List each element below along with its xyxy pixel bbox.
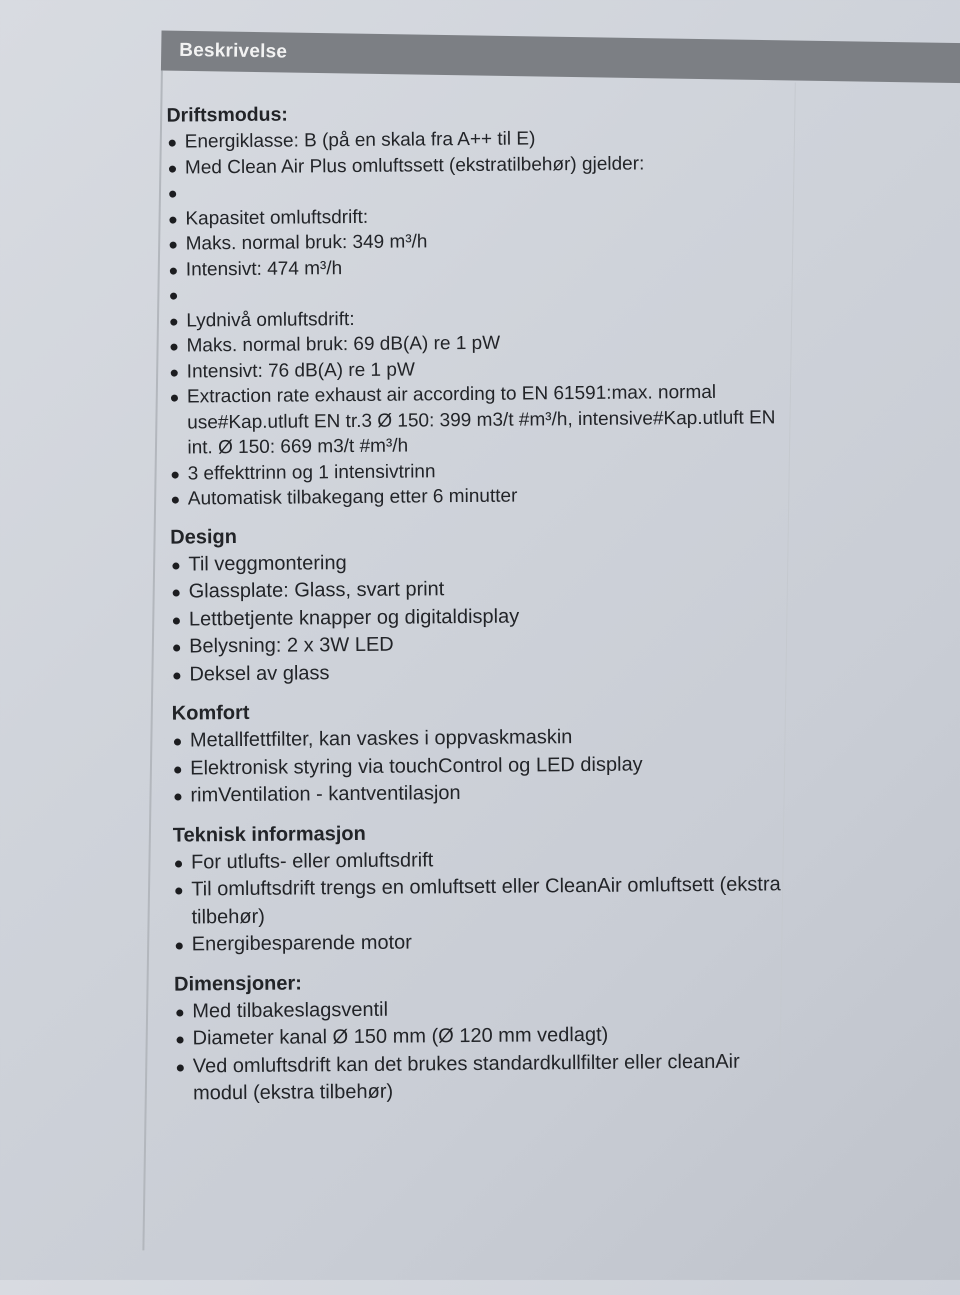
- list-item: Energiklasse: B (på en skala fra A++ til E): [167, 124, 787, 155]
- list-item: Med tilbakeslagsventil: [174, 993, 794, 1026]
- section-heading: Design: [170, 525, 237, 549]
- list-item: 3 effekttrinn og 1 intensivtrinn: [170, 456, 790, 487]
- list-item: Extraction rate exhaust air according to EN 61591:max. normal use#Kap.utluft EN tr.3 Ø 150: 399 m3/t #m³/h, intensive#Kap.utluft EN int. Ø 150: 669 m3/t #m³/h: [169, 379, 790, 461]
- list-item: rimVentilation - kantventilasjon: [172, 777, 792, 810]
- list-item: For utlufts- eller omluftsdrift: [173, 844, 793, 877]
- section-heading: Teknisk informasjon: [172, 822, 366, 847]
- list-item: Lydnivå omluftsdrift:: [168, 303, 788, 334]
- list-item: Lettbetjente knapper og digitaldisplay: [171, 601, 791, 634]
- section-driftsmodus: [166, 97, 790, 512]
- list-item: Intensivt: 76 dB(A) re 1 pW: [169, 354, 789, 385]
- bullet-list: [173, 844, 794, 959]
- list-item: Med Clean Air Plus omluftssett (ekstratilbehør) gjelder:: [167, 150, 787, 181]
- list-item: Maks. normal bruk: 349 m³/h: [168, 226, 788, 257]
- list-item: Ved omluftsdrift kan det brukes standardkullfilter eller cleanAir modul (ekstra tilbehør): [175, 1048, 795, 1108]
- bullet-list: [174, 993, 795, 1108]
- section-heading: Driftsmodus:: [166, 103, 288, 127]
- list-item: Energibesparende motor: [174, 926, 794, 959]
- section-header-bar: [161, 31, 960, 84]
- list-item: Glassplate: Glass, svart print: [171, 573, 791, 606]
- list-item: Metallfettfilter, kan vaskes i oppvaskmaskin: [172, 722, 792, 755]
- list-item: Deksel av glass: [171, 656, 791, 689]
- list-item: Intensivt: 474 m³/h: [168, 252, 788, 283]
- list-item: Automatisk tilbakegang etter 6 minutter: [170, 481, 790, 512]
- bullet-list: [172, 722, 793, 810]
- section-teknisk-informasjon: [173, 817, 794, 959]
- header-title: Beskrivelse: [179, 39, 288, 63]
- list-item: Elektronisk styring via touchControl og LED display: [172, 750, 792, 783]
- list-item: Til omluftsdrift trengs en omluftsett eller CleanAir omluftsett (ekstra tilbehør): [173, 871, 793, 931]
- section-design: [170, 519, 791, 689]
- bullet-list: [167, 124, 790, 512]
- list-item: Kapasitet omluftsdrift:: [167, 201, 787, 232]
- list-item: Til veggmontering: [170, 546, 790, 579]
- section-komfort: [172, 695, 793, 810]
- list-item: Maks. normal bruk: 69 dB(A) re 1 pW: [168, 328, 788, 359]
- description-content: [166, 97, 795, 1120]
- bullet-list: [170, 546, 791, 689]
- list-item: Belysning: 2 x 3W LED: [171, 628, 791, 661]
- section-dimensjoner: [174, 966, 795, 1108]
- list-item: Diameter kanal Ø 150 mm (Ø 120 mm vedlagt): [174, 1020, 794, 1053]
- section-heading: Komfort: [171, 701, 250, 725]
- section-heading: Dimensjoner:: [174, 971, 303, 996]
- left-border-line: [142, 71, 163, 1251]
